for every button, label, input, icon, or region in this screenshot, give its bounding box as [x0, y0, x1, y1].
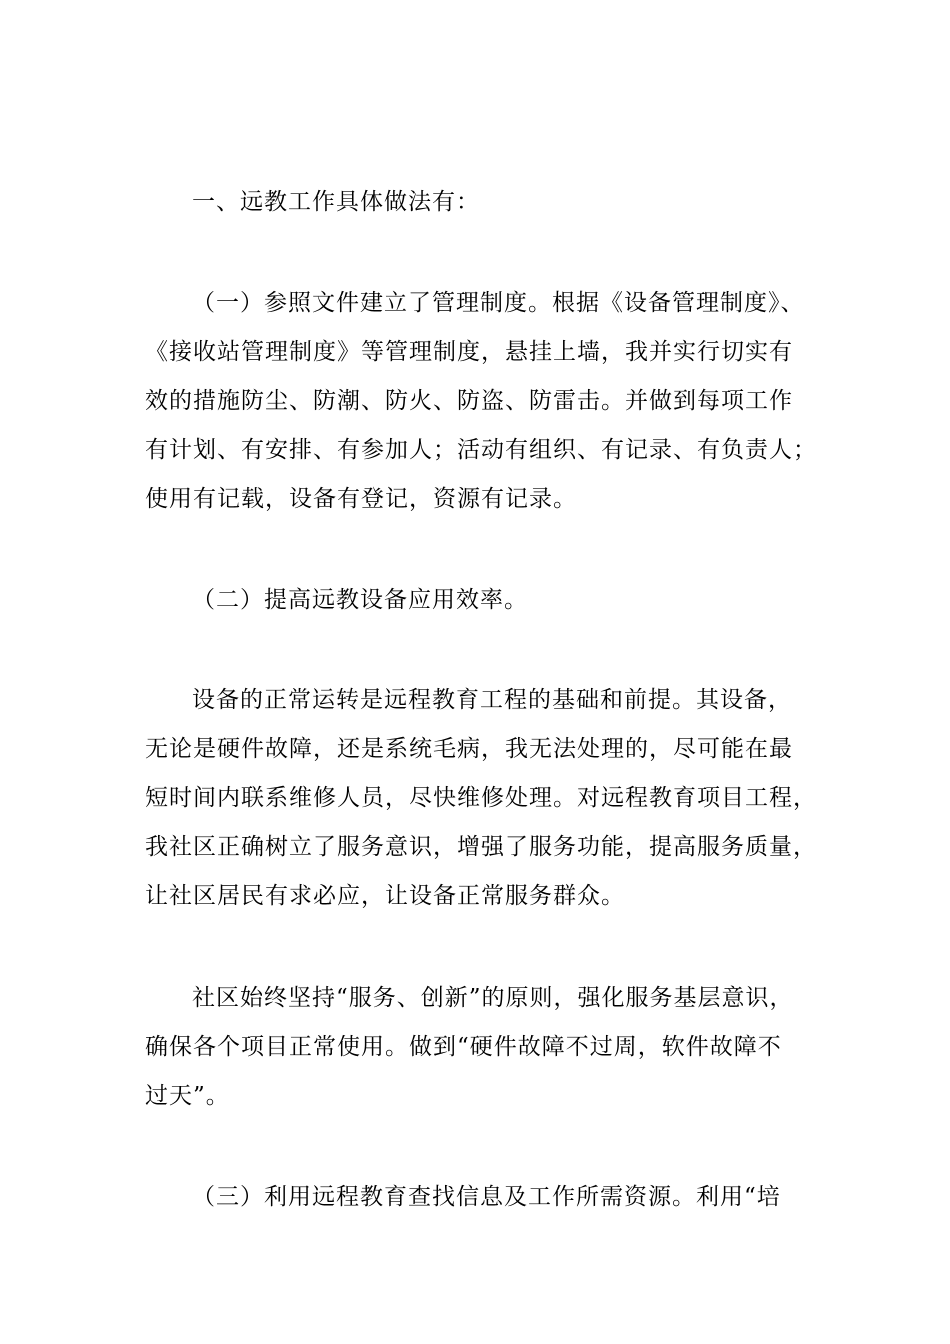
- paragraph-2-line-2: 无论是硬件故障，还是系统毛病，我无法处理的，尽可能在最: [145, 736, 793, 762]
- section-heading: 一、远教工作具体做法有：: [192, 189, 480, 215]
- paragraph-3-line-3: 过天”。: [145, 1083, 230, 1109]
- paragraph-3-line-2: 确保各个项目正常使用。做到“硬件故障不过周，软件故障不: [145, 1034, 782, 1060]
- subheading-3: （三）利用远程教育查找信息及工作所需资源。利用“培: [192, 1184, 781, 1210]
- paragraph-2-line-5: 让社区居民有求必应，让设备正常服务群众。: [145, 883, 625, 909]
- paragraph-2-line-3: 短时间内联系维修人员，尽快维修处理。对远程教育项目工程，: [145, 785, 817, 811]
- paragraph-2-line-4: 我社区正确树立了服务意识，增强了服务功能，提高服务质量，: [145, 834, 817, 860]
- paragraph-1-line-2: 《接收站管理制度》等管理制度，悬挂上墙，我并实行切实有: [145, 339, 793, 365]
- paragraph-2-line-1: 设备的正常运转是远程教育工程的基础和前提。其设备，: [192, 687, 792, 713]
- paragraph-1-line-4: 有计划、有安排、有参加人；活动有组织、有记录、有负责人；: [145, 437, 817, 463]
- paragraph-1-line-1: （一）参照文件建立了管理制度。根据《设备管理制度》、: [192, 290, 805, 316]
- paragraph-1-line-5: 使用有记载，设备有登记，资源有记录。: [145, 486, 577, 512]
- paragraph-3-line-1: 社区始终坚持“服务、创新”的原则，强化服务基层意识，: [192, 985, 794, 1011]
- subheading-2: （二）提高远教设备应用效率。: [192, 587, 528, 613]
- paragraph-1-line-3: 效的措施防尘、防潮、防火、防盗、防雷击。并做到每项工作: [145, 388, 793, 414]
